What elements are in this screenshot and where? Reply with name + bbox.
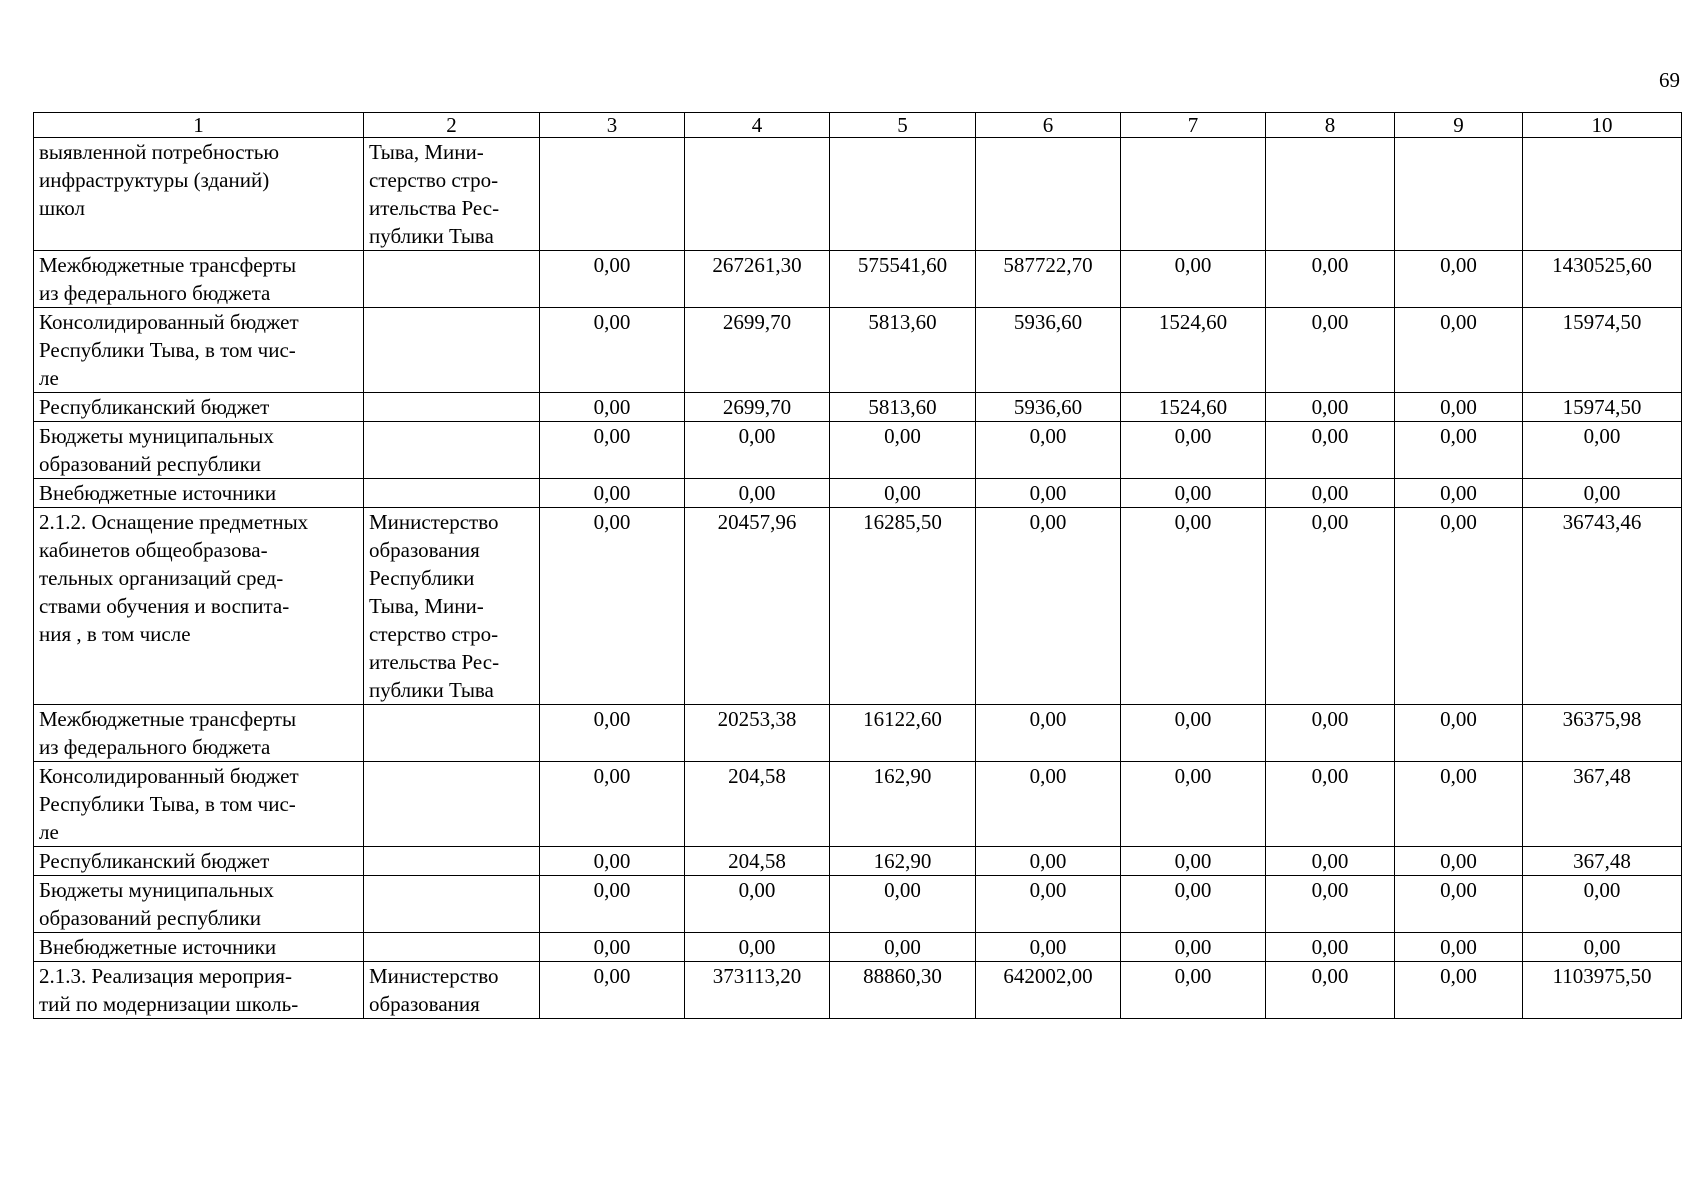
row-label: 2.1.2. Оснащение предметных кабинетов общеобразова- тельных организаций сред- ствами обучения и воспита- ния , в том числе	[34, 508, 364, 705]
value-cell: 0,00	[540, 308, 685, 393]
value-cell: 16122,60	[830, 705, 976, 762]
value-cell	[540, 138, 685, 251]
responsible-executor	[364, 705, 540, 762]
value-cell: 0,00	[540, 962, 685, 1019]
value-cell: 20457,96	[685, 508, 830, 705]
value-cell: 20253,38	[685, 705, 830, 762]
column-header: 2	[364, 113, 540, 138]
value-cell: 0,00	[976, 847, 1121, 876]
column-header: 7	[1121, 113, 1266, 138]
responsible-executor	[364, 933, 540, 962]
value-cell: 36375,98	[1523, 705, 1682, 762]
column-header: 5	[830, 113, 976, 138]
responsible-executor	[364, 762, 540, 847]
row-label: Внебюджетные источники	[34, 933, 364, 962]
value-cell: 0,00	[540, 393, 685, 422]
value-cell: 2699,70	[685, 308, 830, 393]
table-row	[34, 933, 1682, 962]
value-cell: 0,00	[1395, 762, 1523, 847]
value-cell: 587722,70	[976, 251, 1121, 308]
value-cell: 0,00	[830, 422, 976, 479]
value-cell: 0,00	[1266, 933, 1395, 962]
column-header: 4	[685, 113, 830, 138]
row-label: Республиканский бюджет	[34, 393, 364, 422]
value-cell: 5936,60	[976, 393, 1121, 422]
column-header: 6	[976, 113, 1121, 138]
value-cell: 0,00	[830, 933, 976, 962]
table-row	[34, 508, 1682, 705]
column-header: 3	[540, 113, 685, 138]
row-label: Межбюджетные трансферты из федерального бюджета	[34, 251, 364, 308]
row-label: 2.1.3. Реализация мероприя- тий по модернизации школь-	[34, 962, 364, 1019]
value-cell	[685, 138, 830, 251]
value-cell: 0,00	[540, 933, 685, 962]
value-cell: 367,48	[1523, 847, 1682, 876]
value-cell: 0,00	[976, 422, 1121, 479]
value-cell: 0,00	[1266, 251, 1395, 308]
responsible-executor	[364, 479, 540, 508]
value-cell: 367,48	[1523, 762, 1682, 847]
value-cell: 1430525,60	[1523, 251, 1682, 308]
responsible-executor: Министерство образования Республики Тыва, Мини- стерство стро- ительства Рес- публики Тыва	[364, 508, 540, 705]
value-cell: 0,00	[976, 479, 1121, 508]
value-cell: 0,00	[1121, 762, 1266, 847]
responsible-executor	[364, 847, 540, 876]
value-cell: 2699,70	[685, 393, 830, 422]
row-label: выявленной потребностью инфраструктуры (зданий) школ	[34, 138, 364, 251]
value-cell: 0,00	[1395, 308, 1523, 393]
table-row	[34, 251, 1682, 308]
value-cell: 575541,60	[830, 251, 976, 308]
column-header: 8	[1266, 113, 1395, 138]
value-cell: 0,00	[1395, 962, 1523, 1019]
value-cell: 0,00	[1395, 479, 1523, 508]
table-row	[34, 876, 1682, 933]
table-row	[34, 393, 1682, 422]
value-cell: 0,00	[1395, 876, 1523, 933]
value-cell: 0,00	[1121, 479, 1266, 508]
value-cell: 0,00	[1121, 876, 1266, 933]
table-row	[34, 847, 1682, 876]
value-cell: 5813,60	[830, 308, 976, 393]
value-cell: 0,00	[976, 933, 1121, 962]
row-label: Межбюджетные трансферты из федерального бюджета	[34, 705, 364, 762]
value-cell: 0,00	[540, 479, 685, 508]
row-label: Консолидированный бюджет Республики Тыва, в том чис- ле	[34, 308, 364, 393]
value-cell: 162,90	[830, 762, 976, 847]
value-cell: 0,00	[1395, 393, 1523, 422]
value-cell: 5813,60	[830, 393, 976, 422]
value-cell: 5936,60	[976, 308, 1121, 393]
value-cell: 0,00	[1395, 705, 1523, 762]
value-cell: 0,00	[1266, 876, 1395, 933]
value-cell: 0,00	[1523, 876, 1682, 933]
value-cell: 0,00	[540, 876, 685, 933]
value-cell: 16285,50	[830, 508, 976, 705]
value-cell: 0,00	[1395, 847, 1523, 876]
value-cell: 0,00	[1395, 251, 1523, 308]
value-cell: 0,00	[1266, 705, 1395, 762]
row-label: Бюджеты муниципальных образований республики	[34, 422, 364, 479]
row-label: Консолидированный бюджет Республики Тыва, в том чис- ле	[34, 762, 364, 847]
value-cell: 0,00	[1121, 422, 1266, 479]
value-cell: 0,00	[540, 508, 685, 705]
value-cell: 204,58	[685, 762, 830, 847]
value-cell: 0,00	[1121, 705, 1266, 762]
table-row	[34, 308, 1682, 393]
table-row	[34, 479, 1682, 508]
column-header: 9	[1395, 113, 1523, 138]
column-header: 1	[34, 113, 364, 138]
value-cell: 0,00	[1266, 762, 1395, 847]
value-cell: 0,00	[685, 422, 830, 479]
value-cell: 204,58	[685, 847, 830, 876]
value-cell: 0,00	[1266, 422, 1395, 479]
value-cell: 0,00	[976, 762, 1121, 847]
responsible-executor	[364, 308, 540, 393]
value-cell	[1266, 138, 1395, 251]
value-cell: 0,00	[1121, 251, 1266, 308]
value-cell: 373113,20	[685, 962, 830, 1019]
table-row	[34, 962, 1682, 1019]
value-cell: 1103975,50	[1523, 962, 1682, 1019]
value-cell: 0,00	[540, 705, 685, 762]
value-cell: 0,00	[540, 762, 685, 847]
value-cell: 88860,30	[830, 962, 976, 1019]
value-cell: 0,00	[1266, 308, 1395, 393]
value-cell: 0,00	[830, 479, 976, 508]
value-cell: 0,00	[540, 847, 685, 876]
value-cell: 162,90	[830, 847, 976, 876]
value-cell	[1523, 138, 1682, 251]
value-cell: 0,00	[1266, 508, 1395, 705]
value-cell: 0,00	[1266, 479, 1395, 508]
value-cell	[1121, 138, 1266, 251]
table-row	[34, 422, 1682, 479]
value-cell: 267261,30	[685, 251, 830, 308]
responsible-executor	[364, 251, 540, 308]
table-row	[34, 762, 1682, 847]
responsible-executor: Министерство образования	[364, 962, 540, 1019]
value-cell: 0,00	[1266, 393, 1395, 422]
value-cell: 0,00	[1266, 962, 1395, 1019]
value-cell: 1524,60	[1121, 308, 1266, 393]
value-cell: 0,00	[1523, 933, 1682, 962]
value-cell	[976, 138, 1121, 251]
responsible-executor	[364, 393, 540, 422]
value-cell: 0,00	[685, 479, 830, 508]
value-cell: 0,00	[685, 933, 830, 962]
value-cell: 0,00	[1523, 479, 1682, 508]
value-cell: 0,00	[1266, 847, 1395, 876]
value-cell: 0,00	[1121, 933, 1266, 962]
table-body	[34, 138, 1682, 1019]
value-cell	[1395, 138, 1523, 251]
row-label: Бюджеты муниципальных образований республики	[34, 876, 364, 933]
row-label: Республиканский бюджет	[34, 847, 364, 876]
value-cell: 0,00	[1523, 422, 1682, 479]
column-header: 10	[1523, 113, 1682, 138]
value-cell: 36743,46	[1523, 508, 1682, 705]
value-cell: 0,00	[976, 876, 1121, 933]
value-cell: 0,00	[976, 508, 1121, 705]
responsible-executor	[364, 422, 540, 479]
value-cell: 0,00	[830, 876, 976, 933]
row-label: Внебюджетные источники	[34, 479, 364, 508]
value-cell: 0,00	[1395, 933, 1523, 962]
table-row	[34, 138, 1682, 251]
value-cell: 0,00	[1121, 962, 1266, 1019]
value-cell: 0,00	[1121, 508, 1266, 705]
value-cell: 0,00	[976, 705, 1121, 762]
value-cell: 15974,50	[1523, 308, 1682, 393]
header-row	[34, 113, 1682, 138]
value-cell	[830, 138, 976, 251]
responsible-executor: Тыва, Мини- стерство стро- ительства Рес- публики Тыва	[364, 138, 540, 251]
value-cell: 0,00	[540, 422, 685, 479]
value-cell: 0,00	[685, 876, 830, 933]
value-cell: 0,00	[1395, 422, 1523, 479]
value-cell: 0,00	[1395, 508, 1523, 705]
page-number: 69	[1659, 68, 1680, 92]
value-cell: 15974,50	[1523, 393, 1682, 422]
budget-table	[33, 112, 1682, 1019]
value-cell: 1524,60	[1121, 393, 1266, 422]
responsible-executor	[364, 876, 540, 933]
value-cell: 0,00	[1121, 847, 1266, 876]
table-row	[34, 705, 1682, 762]
value-cell: 0,00	[540, 251, 685, 308]
value-cell: 642002,00	[976, 962, 1121, 1019]
